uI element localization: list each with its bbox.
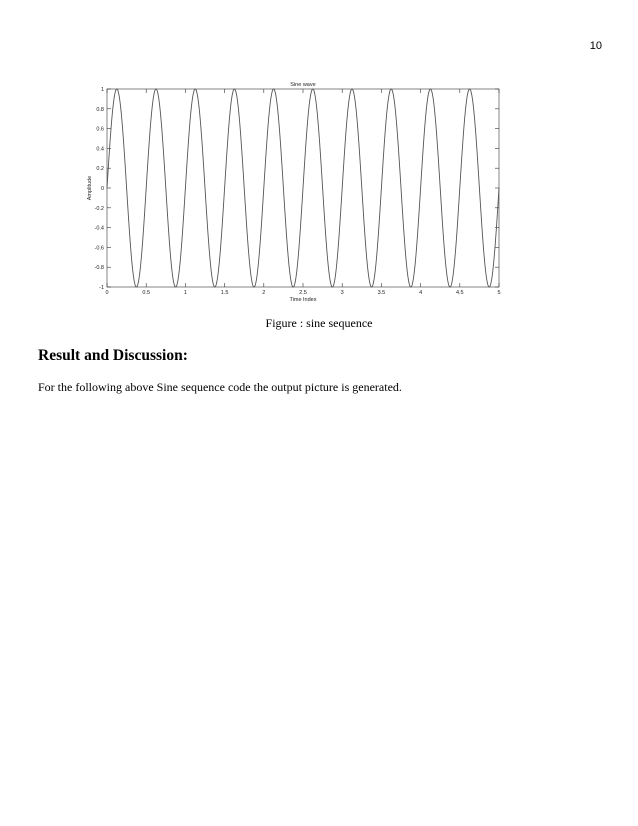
y-tick-label: 0 (100, 186, 104, 192)
x-tick-label: 3 (340, 290, 344, 296)
chart-title: Sine wave (290, 82, 316, 88)
y-tick-label: -0.2 (94, 205, 104, 212)
sine-wave-chart (85, 78, 505, 306)
x-tick-label: 4.5 (455, 290, 464, 296)
y-tick-label: 0.4 (96, 146, 104, 153)
y-tick-label: -0.8 (94, 265, 104, 272)
x-tick-label: 3.5 (377, 290, 386, 296)
y-tick-label: 1 (100, 87, 104, 93)
body-paragraph: For the following above Sine sequence code the output picture is generated. (38, 380, 402, 394)
y-tick-label: 0.8 (96, 106, 104, 113)
sine-series-line (107, 89, 499, 287)
x-tick-label: 1.5 (220, 290, 229, 296)
figure-caption: Figure : sine sequence (265, 316, 373, 330)
y-tick-label: -0.6 (94, 245, 104, 252)
x-tick-label: 0 (105, 290, 109, 296)
x-tick-label: 2 (262, 290, 266, 296)
y-tick-label: -1 (99, 285, 104, 291)
x-tick-label: 1 (183, 290, 187, 296)
y-tick-label: 0.6 (96, 126, 104, 133)
y-tick-label: -0.4 (94, 225, 104, 232)
sine-wave-figure (85, 78, 505, 306)
x-tick-label: 4 (419, 290, 423, 296)
x-tick-label: 5 (497, 290, 501, 296)
y-axis-label: Amplitude (87, 175, 93, 201)
x-tick-label: 0.5 (142, 290, 151, 296)
x-tick-label: 2.5 (299, 290, 307, 296)
page-number: 10 (589, 40, 602, 52)
section-heading: Result and Discussion: (38, 347, 188, 364)
y-tick-label: 0.2 (96, 166, 104, 173)
x-axis-label: Time Index (289, 297, 317, 303)
